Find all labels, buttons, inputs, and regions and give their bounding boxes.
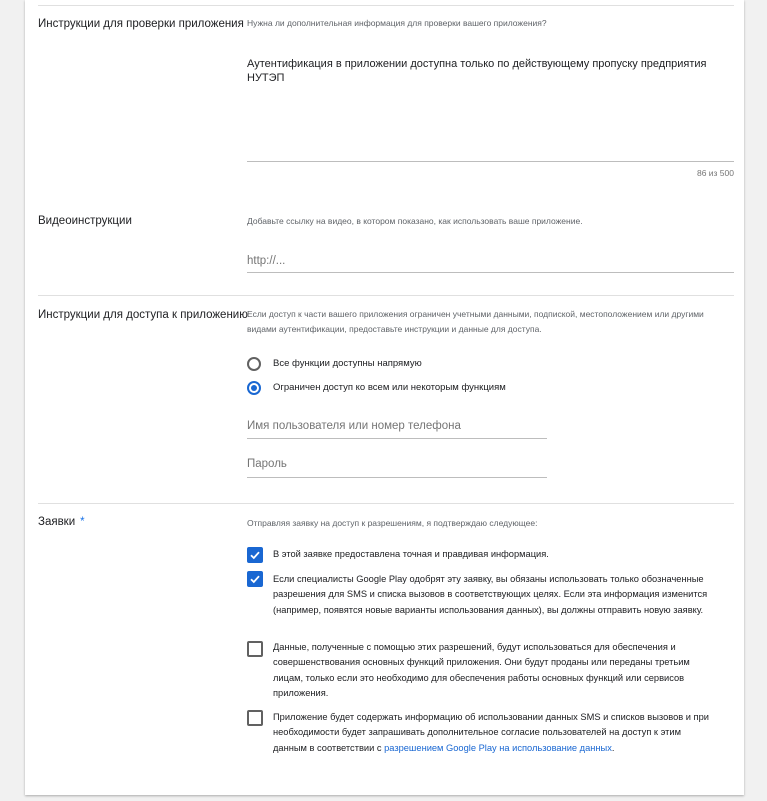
checkbox-data-usage[interactable] — [247, 641, 263, 657]
review-textarea-underline — [247, 161, 734, 162]
radio-restricted-access[interactable] — [247, 381, 261, 395]
checkbox-data-usage-text: Данные, полученные с помощью этих разрешений, будут использоваться для обеспечения и совершенствования основных функций приложения. Они будут проданы или переданы третьим лицам, только если это необходимо для обеспечения работы основных функций или сервисов приложения. — [273, 642, 690, 698]
radio-direct-access-label: Все функции доступны напрямую — [273, 358, 422, 369]
video-instructions-label: Видеоинструкции — [38, 215, 132, 227]
password-input-underline — [247, 477, 547, 478]
section-divider-2 — [38, 503, 734, 504]
required-mark: * — [80, 516, 85, 528]
sms-info-suffix: . — [611, 742, 615, 753]
app-content-card — [25, 0, 744, 795]
video-input-underline — [247, 272, 734, 273]
review-instructions-label: Инструкции для проверки приложения — [38, 18, 244, 30]
google-play-permission-link[interactable]: разрешением Google Play на использование данных — [384, 742, 612, 753]
review-instructions-textarea[interactable]: Аутентификация в приложении доступна только по действующему пропуску предприятия НУТЭП — [247, 58, 707, 84]
checkmark-icon — [249, 573, 261, 585]
radio-direct-access[interactable] — [247, 357, 261, 371]
video-url-input[interactable]: http://... — [247, 255, 286, 267]
declarations-label-text: Заявки — [38, 516, 76, 528]
declarations-label — [38, 516, 85, 528]
access-instructions-label: Инструкции для доступа к приложению — [38, 309, 248, 321]
declarations-hint: Отправляя заявку на доступ к разрешениям, я подтверждаю следующее: — [247, 518, 538, 528]
character-counter: 86 из 500 — [696, 168, 734, 178]
checkbox-accurate-info[interactable] — [247, 547, 263, 563]
checkmark-icon — [249, 549, 261, 561]
checkbox-google-play-approval-text: Если специалисты Google Play одобрят эту заявку, вы обязаны использовать только обозначенные разрешения для SMS и списка вызовов в соответствующих целях. Если эта информация изменится (например, появятся новые варианты использования данных), вы должны отправить новую заявку. — [273, 574, 708, 615]
radio-restricted-access-label: Ограничен доступ ко всем или некоторым функциям — [273, 382, 506, 393]
video-instructions-hint: Добавьте ссылку на видео, в котором показано, как использовать ваше приложение. — [247, 216, 583, 226]
checkbox-google-play-approval[interactable] — [247, 571, 263, 587]
username-input-underline — [247, 438, 547, 439]
checkbox-accurate-info-text: В этой заявке предоставлена точная и правдивая информация. — [273, 549, 549, 559]
checkbox-sms-info-text — [273, 710, 713, 756]
password-input[interactable]: Пароль — [247, 458, 287, 470]
sms-info-text: Приложение будет содержать информацию об использовании данных SMS и списков вызовов и при необходимости будет запрашивать дополнительное согласие пользователей на доступ к этим данным в соответствии с — [273, 712, 709, 753]
username-input[interactable]: Имя пользователя или номер телефона — [247, 420, 461, 432]
checkbox-sms-info[interactable] — [247, 710, 263, 726]
access-instructions-hint: Если доступ к части вашего приложения ограничен учетными данными, подпиской, местоположением или другими видами аутентификации, предоставьте инструкции и данные для доступа. — [247, 309, 704, 334]
section-divider-1 — [38, 295, 734, 296]
top-divider — [38, 5, 734, 6]
review-instructions-hint: Нужна ли дополнительная информация для проверки вашего приложения? — [247, 18, 547, 28]
